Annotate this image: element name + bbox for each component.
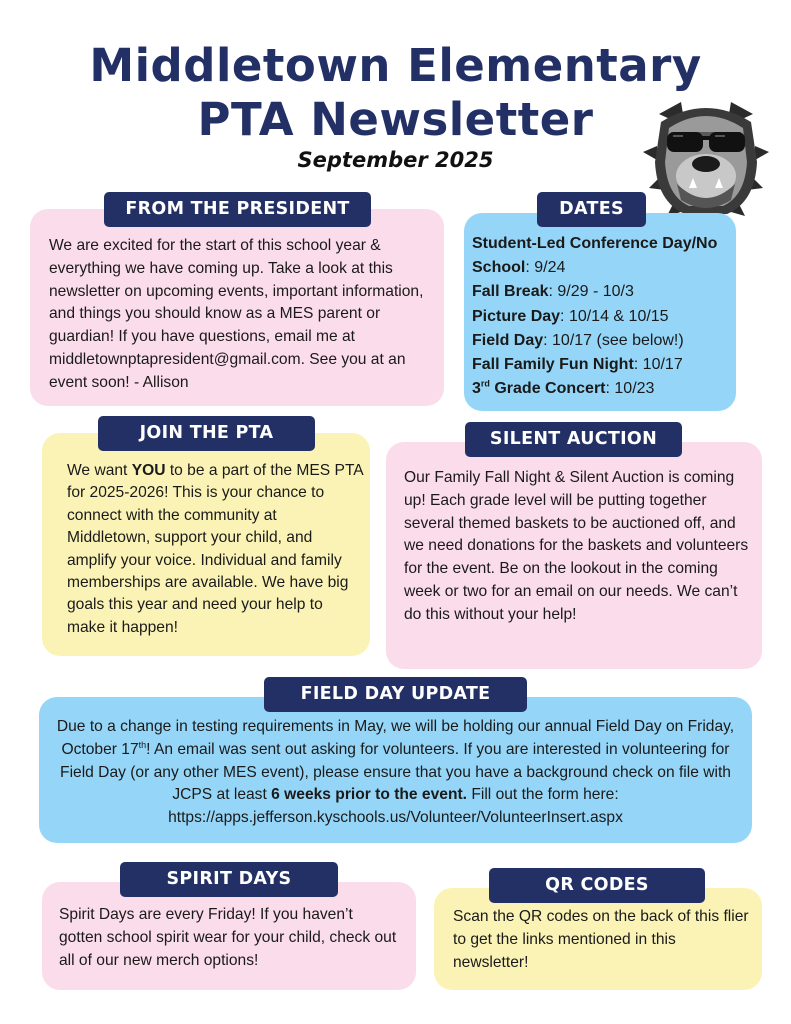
date-item: Fall Family Fun Night: 10/17 xyxy=(472,356,683,374)
date-item: 3rd Grade Concert: 10/23 xyxy=(472,378,655,398)
date-item: Fall Break: 9/29 - 10/3 xyxy=(472,283,634,301)
qr-label: QR CODES xyxy=(489,868,705,903)
auction-label: SILENT AUCTION xyxy=(465,422,682,457)
field-day-message: Due to a change in testing requirements in May, we will be holding our annual Field Day on Friday, October 17th! An email was sent out asking for volunteers. If you are interested in volunteering for Field Day (or any other MES event), please ensure that you have a background check on file with JCPS at least 6 weeks prior to the event. Fill out the form here: https://apps.jefferson.kyschools.us/Volunteer/VolunteerInsert.aspx xyxy=(56,718,735,827)
field-day-label: FIELD DAY UPDATE xyxy=(264,677,527,712)
dates-list xyxy=(472,232,734,401)
join-message: We want YOU to be a part of the MES PTA for 2025-2026! This is your chance to connect with the community at Middletown, support your child, and amplify your voice. Individual and family memberships are available. We have big goals this year and need your help to make it happen! xyxy=(67,462,363,636)
qr-message: Scan the QR codes on the back of this flier to get the links mentioned in this newsletter! xyxy=(453,908,749,971)
spirit-message: Spirit Days are every Friday! If you haven’t gotten school spirit wear for your child, check out all of our new merch options! xyxy=(59,906,397,969)
newsletter-title-line1: Middletown Elementary xyxy=(89,39,702,92)
date-item: Field Day: 10/17 (see below!) xyxy=(472,331,684,349)
newsletter-title-line2: PTA Newsletter xyxy=(197,93,594,146)
spirit-label: SPIRIT DAYS xyxy=(120,862,338,897)
date-item: Picture Day: 10/14 & 10/15 xyxy=(472,307,669,325)
president-label: FROM THE PRESIDENT xyxy=(104,192,371,227)
bulldog-mascot-icon xyxy=(637,92,775,226)
join-label: JOIN THE PTA xyxy=(98,416,315,451)
dates-label: DATES xyxy=(537,192,646,227)
newsletter-date: September 2025 xyxy=(297,148,494,172)
date-item: Student-Led Conference Day/No School: 9/24 xyxy=(472,235,718,277)
president-message: We are excited for the start of this school year & everything we have coming up. Take a look at this newsletter on upcoming events, important information, and things you should know as a MES parent or guardian! If you have questions, email me at middletownptapresident@gmail.com. See you at an event soon! - Allison xyxy=(49,237,424,391)
auction-message: Our Family Fall Night & Silent Auction is coming up! Each grade level will be putting together several themed baskets to be auctioned off, and we need donations for the baskets and volunteers for the event. Be on the lookout in the coming week or two for an email on our needs. We can’t do this without your help! xyxy=(404,469,749,623)
